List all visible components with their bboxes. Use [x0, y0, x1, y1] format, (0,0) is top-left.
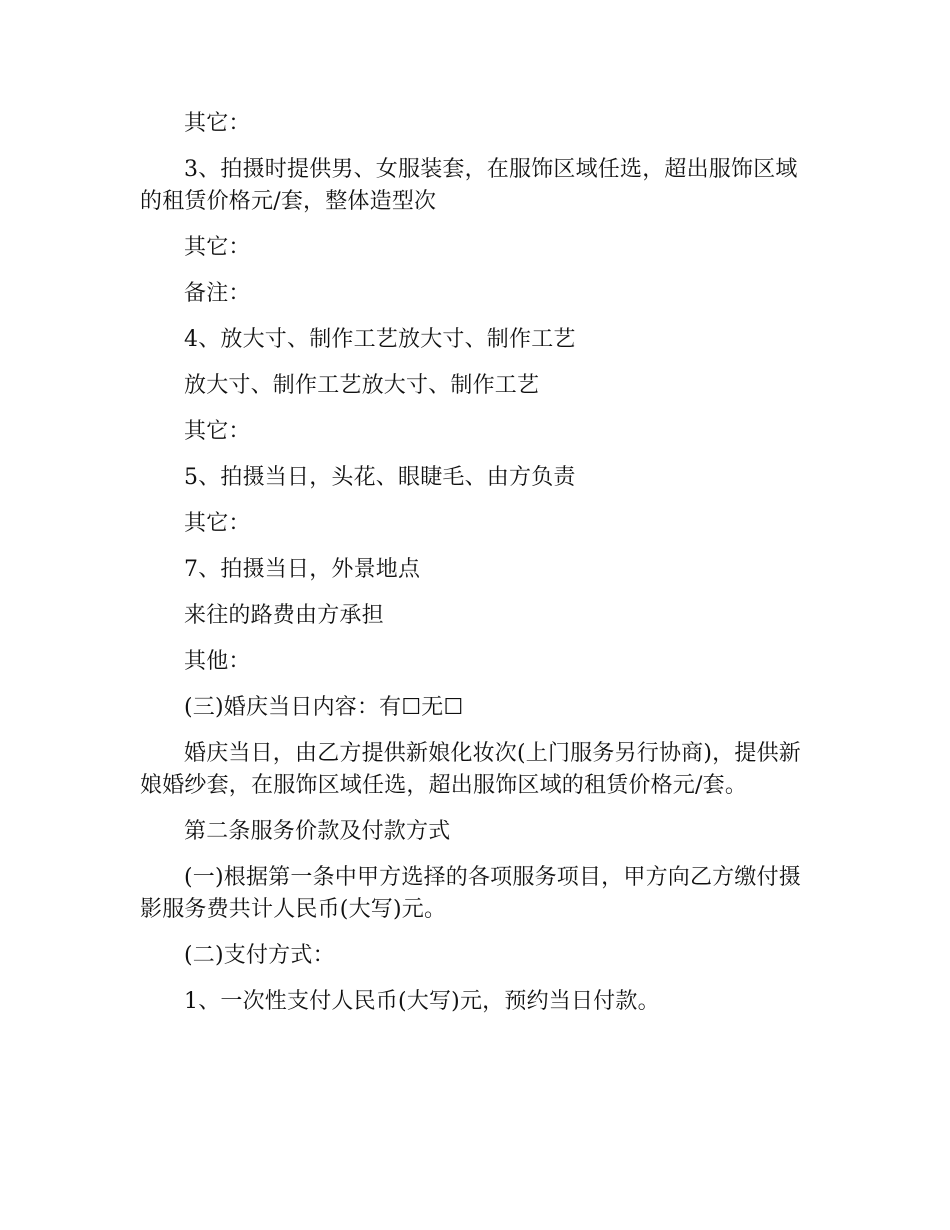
- paragraph-enlarge-continued: 放大寸、制作工艺放大寸、制作工艺: [184, 373, 540, 398]
- paragraph-item-3-costume: 3、拍摄时提供男、女服装套，在服饰区域任选，超出服饰区域的租赁价格元/套，整体造型次: [140, 157, 798, 214]
- paragraph-one-time-payment: 1、一次性支付人民币(大写)元，预约当日付款。: [184, 989, 660, 1014]
- paragraph-wedding-day-content: (三)婚庆当日内容：有☐无☐: [184, 695, 464, 720]
- paragraph-item-7-location: 7、拍摄当日，外景地点: [184, 557, 421, 582]
- paragraph-wedding-day-details: 婚庆当日，由乙方提供新娘化妆次(上门服务另行协商)，提供新娘婚纱套，在服饰区域任选，超出服饰区域的租赁价格元/套。: [140, 741, 801, 798]
- paragraph-travel-cost: 来往的路费由方承担: [184, 603, 384, 628]
- paragraph-service-fee: (一)根据第一条中甲方选择的各项服务项目，甲方向乙方缴付摄影服务费共计人民币(大写)元。: [140, 865, 801, 922]
- document-body: [140, 108, 815, 1032]
- paragraph-payment-method: (二)支付方式：: [184, 943, 335, 968]
- paragraph-other-2: 其它：: [184, 235, 251, 260]
- paragraph-article-2-heading: 第二条服务价款及付款方式: [184, 819, 451, 844]
- paragraph-other-3: 其它：: [184, 419, 251, 444]
- paragraph-item-5-accessories: 5、拍摄当日，头花、眼睫毛、由方负责: [184, 465, 576, 490]
- paragraph-remarks: 备注：: [184, 281, 251, 306]
- paragraph-item-4-enlarge: 4、放大寸、制作工艺放大寸、制作工艺: [184, 327, 576, 352]
- paragraph-other-4: 其它：: [184, 511, 251, 536]
- paragraph-other-5: 其他：: [184, 649, 251, 674]
- paragraph-other-1: 其它：: [184, 111, 251, 136]
